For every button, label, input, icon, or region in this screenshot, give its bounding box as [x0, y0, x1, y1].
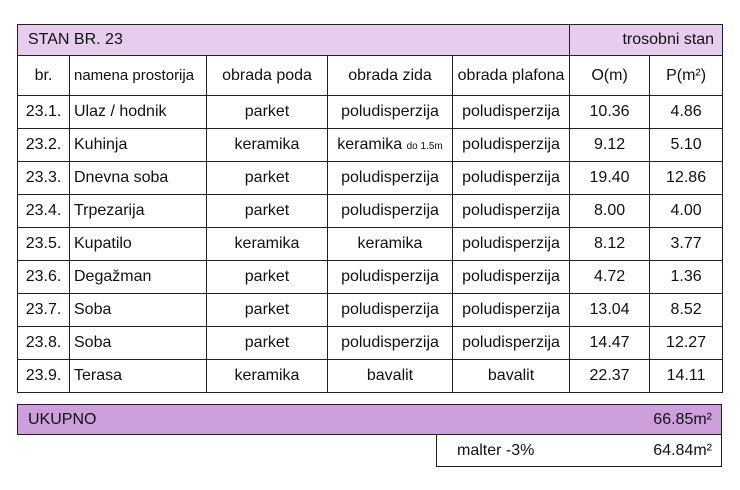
title-row	[18, 25, 723, 56]
cell-ceiling	[453, 327, 570, 360]
cell-perimeter	[570, 294, 650, 327]
cell-area	[650, 228, 723, 261]
cell-floor	[207, 261, 328, 294]
cell-area	[650, 129, 723, 162]
cell-area-text: 12.27	[666, 334, 707, 351]
room-table	[17, 24, 723, 393]
table-row	[18, 294, 723, 327]
table-row	[18, 228, 723, 261]
cell-area-text: 4.86	[670, 103, 702, 120]
cell-ceiling-text: bavalit	[487, 367, 535, 384]
cell-no-text: 23.3.	[25, 169, 62, 186]
cell-perimeter-text: 8.00	[593, 202, 626, 219]
cell-ceiling-text: poludisperzija	[462, 235, 560, 252]
cell-room-name-text: Kuhinja	[74, 136, 128, 153]
col-header-floor: obrada poda	[207, 56, 328, 96]
cell-floor	[207, 228, 328, 261]
cell-no	[18, 96, 70, 129]
cell-area-text: 14.11	[666, 367, 706, 384]
cell-ceiling	[453, 261, 570, 294]
cell-no-text: 23.8.	[25, 334, 62, 351]
cell-area	[650, 96, 723, 129]
cell-no-text: 23.5.	[25, 235, 62, 252]
cell-no	[18, 129, 70, 162]
cell-ceiling-text: poludisperzija	[462, 136, 560, 153]
table-row	[18, 327, 723, 360]
cell-area-text: 4.00	[670, 202, 702, 219]
col-header-ceiling: obrada plafona	[453, 56, 570, 96]
cell-perimeter-text: 10.36	[589, 103, 630, 120]
cell-perimeter-text: 22.37	[589, 367, 630, 384]
cell-perimeter	[570, 228, 650, 261]
cell-ceiling	[453, 360, 570, 393]
cell-wall-text: keramika	[357, 235, 423, 252]
cell-no	[18, 360, 70, 393]
cell-no-text: 23.2.	[25, 136, 62, 153]
cell-room-name-text: Trpezarija	[74, 202, 145, 219]
cell-area-text: 12.86	[666, 169, 707, 186]
cell-perimeter	[570, 360, 650, 393]
cell-wall-text: bavalit	[366, 367, 414, 384]
cell-ceiling-text: poludisperzija	[462, 334, 560, 351]
total-label: UKUPNO	[28, 411, 97, 428]
cell-wall	[328, 360, 453, 393]
cell-perimeter-text: 13.04	[589, 301, 630, 318]
col-header-room-name: namena prostorija	[70, 56, 207, 96]
table-row	[18, 129, 723, 162]
cell-wall-text: poludisperzija	[341, 103, 439, 120]
cell-wall	[328, 294, 453, 327]
cell-wall	[328, 162, 453, 195]
cell-perimeter-text: 9.12	[593, 136, 626, 153]
cell-area-text: 8.52	[670, 301, 702, 318]
malter-row	[436, 435, 722, 467]
cell-room-name	[70, 261, 207, 294]
cell-floor	[207, 360, 328, 393]
cell-floor	[207, 96, 328, 129]
cell-ceiling	[453, 228, 570, 261]
cell-floor	[207, 129, 328, 162]
cell-wall-text: poludisperzija	[341, 202, 439, 219]
table-row	[18, 261, 723, 294]
cell-room-name	[70, 360, 207, 393]
cell-no	[18, 327, 70, 360]
cell-perimeter	[570, 129, 650, 162]
cell-floor-text: keramika	[234, 367, 300, 384]
cell-ceiling-text: poludisperzija	[462, 202, 560, 219]
cell-area	[650, 261, 723, 294]
cell-area	[650, 162, 723, 195]
cell-perimeter-text: 14.47	[589, 334, 630, 351]
cell-floor	[207, 195, 328, 228]
cell-wall-text: keramika	[337, 136, 403, 153]
cell-room-name-text: Ulaz / hodnik	[74, 103, 167, 120]
table-row	[18, 162, 723, 195]
cell-room-name-text: Dnevna soba	[74, 169, 169, 186]
cell-room-name-text: Kupatilo	[74, 235, 132, 252]
cell-no	[18, 261, 70, 294]
cell-perimeter	[570, 96, 650, 129]
cell-wall-text: poludisperzija	[341, 169, 439, 186]
cell-area-text: 5.10	[670, 136, 702, 153]
cell-wall	[328, 261, 453, 294]
cell-no-text: 23.1.	[25, 103, 62, 120]
wall-note: do 1.5m	[406, 141, 443, 152]
cell-floor-text: parket	[244, 202, 290, 219]
cell-wall	[328, 195, 453, 228]
cell-room-name	[70, 195, 207, 228]
total-value: 66.85m²	[653, 411, 712, 428]
cell-floor-text: keramika	[234, 235, 300, 252]
cell-wall-text: poludisperzija	[341, 268, 439, 285]
cell-floor	[207, 162, 328, 195]
header-row	[18, 56, 723, 96]
cell-room-name-text: Soba	[74, 301, 112, 318]
cell-ceiling-text: poludisperzija	[462, 301, 560, 318]
cell-ceiling	[453, 129, 570, 162]
cell-room-name	[70, 294, 207, 327]
cell-no-text: 23.6.	[25, 268, 62, 285]
cell-no	[18, 162, 70, 195]
cell-room-name	[70, 129, 207, 162]
cell-ceiling-text: poludisperzija	[462, 169, 560, 186]
col-header-perimeter: O(m)	[570, 56, 650, 96]
cell-area	[650, 294, 723, 327]
table-row	[18, 195, 723, 228]
total-row	[17, 404, 722, 435]
cell-no-text: 23.4.	[25, 202, 62, 219]
cell-area-text: 1.36	[670, 268, 702, 285]
table-row	[18, 96, 723, 129]
apartment-title: STAN BR. 23	[18, 25, 570, 56]
cell-area-text: 3.77	[670, 235, 702, 252]
cell-no	[18, 228, 70, 261]
cell-room-name	[70, 327, 207, 360]
cell-no	[18, 294, 70, 327]
cell-ceiling-text: poludisperzija	[462, 103, 560, 120]
cell-ceiling	[453, 162, 570, 195]
cell-perimeter	[570, 195, 650, 228]
cell-wall-text: poludisperzija	[341, 301, 439, 318]
cell-perimeter-text: 4.72	[593, 268, 626, 285]
cell-wall	[328, 228, 453, 261]
cell-room-name	[70, 96, 207, 129]
cell-room-name-text: Soba	[74, 334, 112, 351]
cell-wall-text: poludisperzija	[341, 334, 439, 351]
cell-wall	[328, 129, 453, 162]
cell-floor-text: parket	[244, 169, 290, 186]
cell-area	[650, 327, 723, 360]
cell-no-text: 23.7.	[25, 301, 62, 318]
cell-room-name	[70, 228, 207, 261]
cell-wall	[328, 327, 453, 360]
cell-room-name-text: Degažman	[74, 268, 152, 285]
cell-ceiling	[453, 294, 570, 327]
cell-floor-text: keramika	[234, 136, 300, 153]
malter-label: malter -3%	[457, 442, 535, 459]
cell-wall	[328, 96, 453, 129]
col-header-area: P(m²)	[650, 56, 723, 96]
cell-no-text: 23.9.	[25, 367, 62, 384]
cell-perimeter	[570, 162, 650, 195]
cell-room-name-text: Terasa	[74, 367, 123, 384]
col-header-wall: obrada zida	[328, 56, 453, 96]
cell-perimeter-text: 8.12	[593, 235, 626, 252]
cell-perimeter	[570, 261, 650, 294]
cell-perimeter-text: 19.40	[589, 169, 630, 186]
cell-no	[18, 195, 70, 228]
cell-perimeter	[570, 327, 650, 360]
col-header-no: br.	[18, 56, 70, 96]
cell-room-name	[70, 162, 207, 195]
cell-floor-text: parket	[244, 334, 290, 351]
apartment-type: trosobni stan	[570, 25, 723, 56]
cell-area	[650, 360, 723, 393]
cell-floor-text: parket	[244, 268, 290, 285]
cell-floor-text: parket	[244, 103, 290, 120]
cell-floor-text: parket	[244, 301, 290, 318]
table-row	[18, 360, 723, 393]
cell-ceiling	[453, 96, 570, 129]
cell-area	[650, 195, 723, 228]
malter-value: 64.84m²	[653, 442, 712, 459]
cell-floor	[207, 294, 328, 327]
cell-floor	[207, 327, 328, 360]
cell-ceiling	[453, 195, 570, 228]
cell-ceiling-text: poludisperzija	[462, 268, 560, 285]
